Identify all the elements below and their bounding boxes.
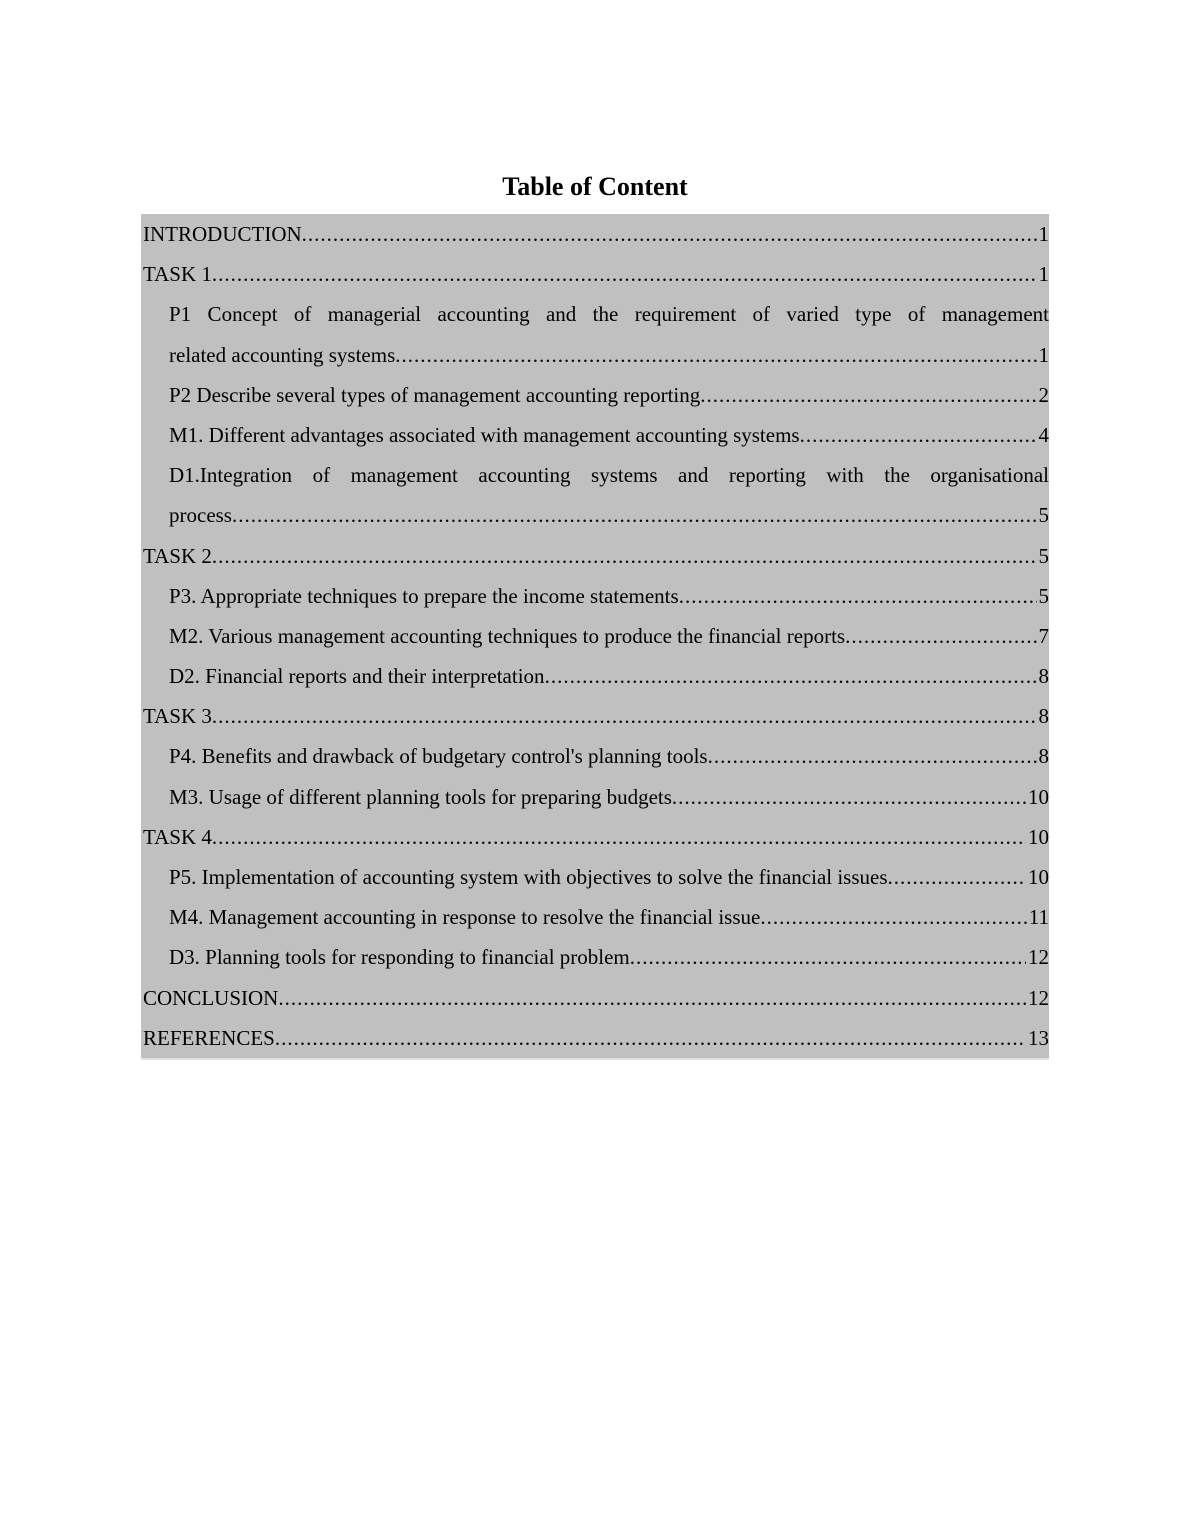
toc-entry[interactable] — [141, 937, 1049, 977]
dot-leader — [845, 616, 1036, 656]
toc-page-number: 1 — [1038, 262, 1049, 287]
toc-entry-text: related accounting systems — [169, 342, 396, 367]
dot-leader — [232, 495, 1037, 535]
dot-leader — [760, 897, 1026, 937]
toc-page-number: 12 — [1028, 945, 1049, 970]
toc-page-number: 5 — [1038, 583, 1049, 608]
toc-entry-text: P2 Describe several types of management accounting reporting — [169, 382, 701, 407]
dot-leader — [800, 415, 1037, 455]
toc-page-number: 11 — [1028, 905, 1049, 930]
dot-leader — [888, 857, 1026, 897]
dot-leader — [212, 696, 1037, 736]
toc-entry-text: D2. Financial reports and their interpretation — [169, 664, 545, 689]
toc-page-number: 5 — [1038, 503, 1049, 528]
toc-title: Table of Content — [502, 172, 688, 201]
toc-page-number: 5 — [1038, 543, 1049, 568]
toc-page-number: 10 — [1028, 865, 1049, 889]
toc-entry-text: M1. Different advantages associated with management accounting systems — [169, 422, 800, 447]
dot-leader — [212, 254, 1037, 294]
dot-leader — [545, 656, 1037, 696]
toc-entry[interactable] — [141, 978, 1049, 1018]
toc-page-number: 12 — [1028, 985, 1049, 1010]
dot-leader — [302, 214, 1037, 254]
toc-entry[interactable] — [141, 857, 1049, 897]
toc-page-number: 13 — [1028, 1025, 1049, 1050]
toc-entry[interactable] — [141, 616, 1049, 656]
toc-entry[interactable] — [141, 254, 1049, 294]
toc-entry-text: P5. Implementation of accounting system with objectives to solve the financial issues — [169, 865, 888, 889]
toc-page-number: 1 — [1038, 342, 1049, 367]
toc-entry-text: process — [169, 503, 232, 528]
toc-entry[interactable] — [141, 656, 1049, 696]
toc-entry-text: P4. Benefits and drawback of budgetary control's planning tools — [169, 744, 708, 769]
toc-entry-text: P1 Concept of managerial accounting and the requirement of varied type of management — [169, 302, 1049, 327]
toc-entry-text: M4. Management accounting in response to resolve the financial issue — [169, 905, 761, 930]
toc-entry-text: TASK 1 — [143, 262, 212, 287]
toc-entry[interactable] — [141, 1018, 1049, 1058]
dot-leader — [700, 375, 1036, 415]
toc-entry[interactable] — [141, 415, 1049, 455]
toc-page-number: 8 — [1038, 664, 1049, 689]
toc-entry-text: REFERENCES — [143, 1025, 275, 1050]
toc-page-number: 8 — [1038, 704, 1049, 729]
toc-page-number: 7 — [1038, 623, 1049, 648]
toc-entry-text: D1.Integration of management accounting systems and reporting with the organisational — [169, 463, 1049, 488]
table-of-contents — [141, 214, 1049, 1060]
toc-entry-text: D3. Planning tools for responding to financial problem — [169, 945, 630, 970]
toc-entry[interactable] — [141, 536, 1049, 576]
dot-leader — [275, 1018, 1026, 1058]
dot-leader — [395, 335, 1036, 375]
dot-leader — [212, 817, 1026, 857]
toc-entry[interactable] — [141, 294, 1049, 374]
toc-entry[interactable] — [141, 897, 1049, 937]
toc-entry-text: TASK 2 — [143, 543, 212, 568]
toc-page-number: 2 — [1038, 382, 1049, 407]
dot-leader — [630, 937, 1026, 977]
toc-page-number: 8 — [1038, 744, 1049, 769]
toc-entry-text: TASK 3 — [143, 704, 212, 729]
toc-entry[interactable] — [141, 455, 1049, 535]
toc-entry-text: M3. Usage of different planning tools for preparing budgets — [169, 784, 672, 809]
toc-entry[interactable] — [141, 777, 1049, 817]
toc-entry-text: CONCLUSION — [143, 985, 279, 1010]
toc-page-number: 10 — [1028, 824, 1049, 849]
toc-entry[interactable] — [141, 736, 1049, 776]
dot-leader — [212, 536, 1037, 576]
toc-entry-text: INTRODUCTION — [143, 222, 302, 246]
toc-entry-text: M2. Various management accounting techniques to produce the financial reports — [169, 623, 846, 648]
toc-entry[interactable] — [141, 576, 1049, 616]
toc-entry-text: P3. Appropriate techniques to prepare the income statements — [169, 583, 679, 608]
toc-page-number: 10 — [1028, 784, 1049, 809]
dot-leader — [679, 576, 1037, 616]
dot-leader — [708, 736, 1037, 776]
dot-leader — [672, 777, 1026, 817]
toc-entry-text: TASK 4 — [143, 824, 212, 849]
dot-leader — [278, 978, 1026, 1018]
toc-page-number: 4 — [1038, 422, 1049, 447]
toc-entry[interactable] — [141, 696, 1049, 736]
toc-page-number: 1 — [1038, 222, 1049, 246]
toc-entry[interactable] — [141, 214, 1049, 254]
toc-entry[interactable] — [141, 817, 1049, 857]
toc-entry[interactable] — [141, 375, 1049, 415]
